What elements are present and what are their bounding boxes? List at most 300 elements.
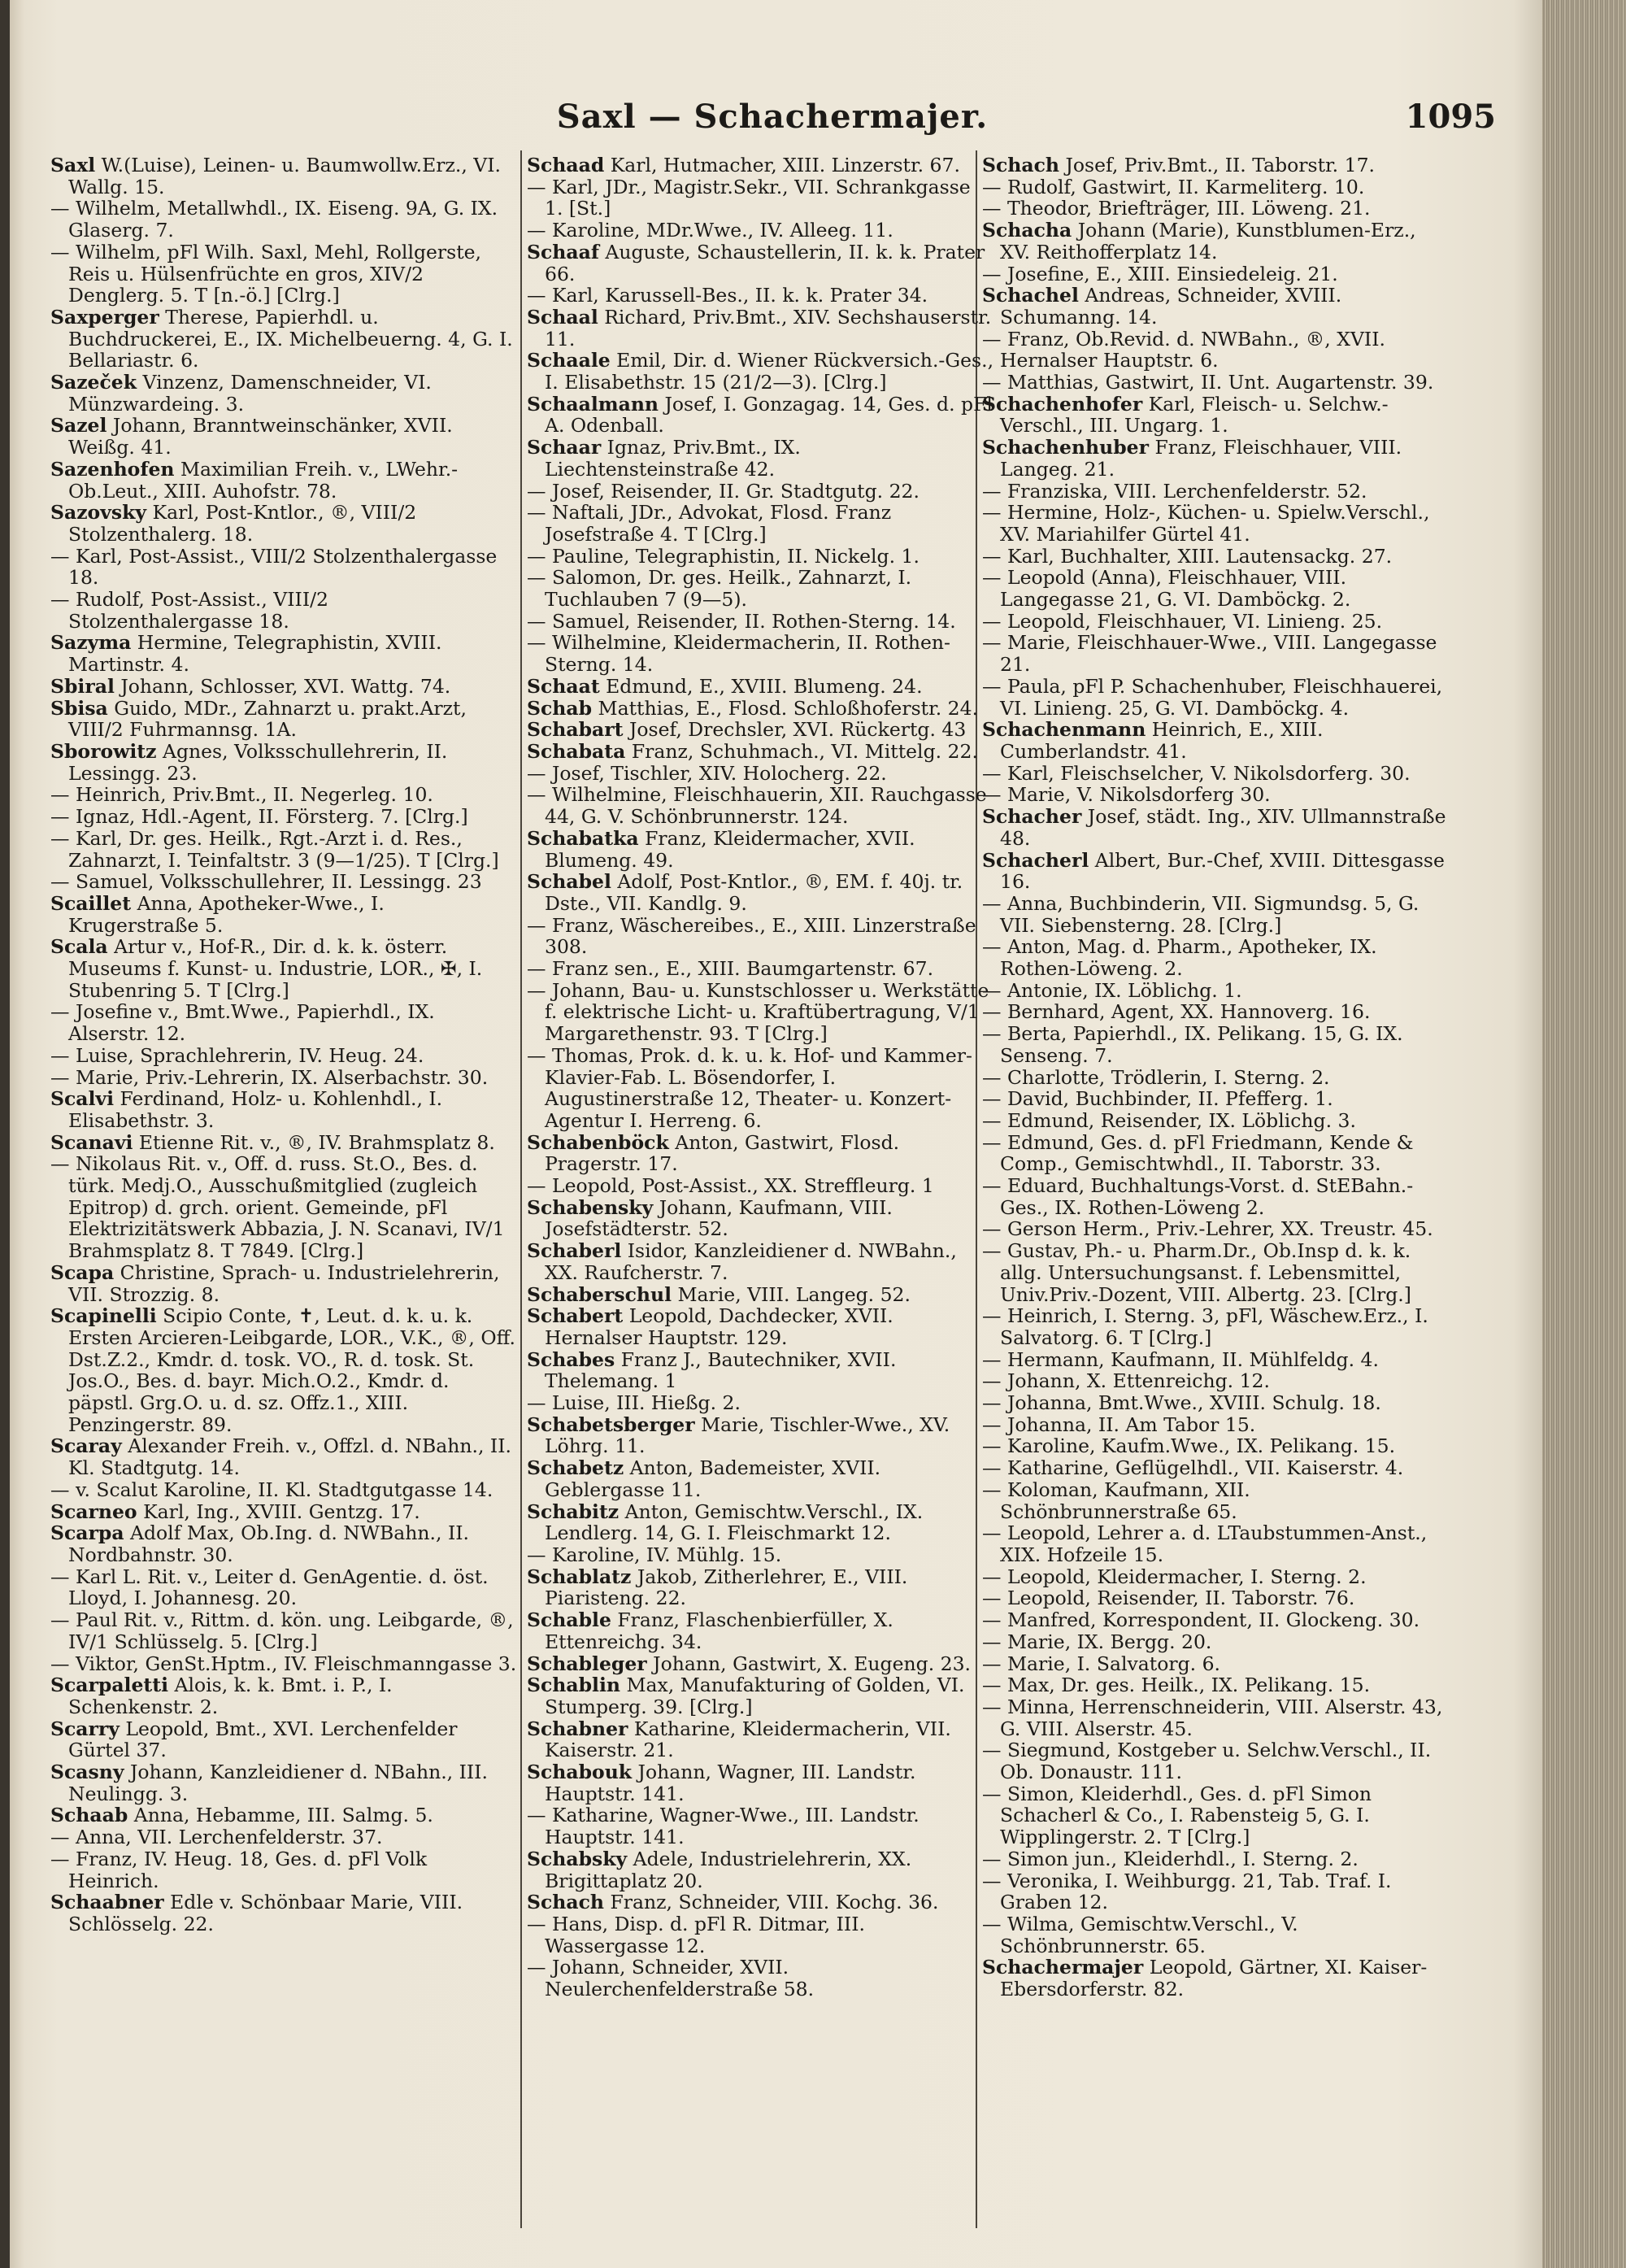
entry-text: Franz, Flaschenbierfüller, X. Ettenreichg. 34. [545,1608,893,1653]
directory-entry [527,1457,994,1500]
directory-entry [50,589,518,632]
directory-entry [527,155,994,176]
directory-entry [527,763,994,785]
entry-surname: Scasny [50,1761,124,1784]
entry-text: Hermine, Telegraphistin, XVIII. Martinstr. 4. [68,631,442,677]
entry-text: — David, Buchbinder, II. Pfefferg. 1. [982,1087,1333,1111]
entry-text: — Leopold (Anna), Fleischhauer, VIII. Langegasse 21, G. VI. Damböckg. 2. [982,566,1351,612]
directory-entry [982,1587,1450,1609]
entry-text: Karl, Ing., XVIII. Gentzg. 17. [137,1500,420,1523]
directory-entry [527,980,994,1045]
entry-text: Johann, Branntweinschänker, XVII. Weißg. 41. [68,414,453,459]
entry-text: — Josefine, E., XIII. Einsiedeleig. 21. [982,262,1338,285]
directory-entry [50,1609,518,1652]
entry-text: — Josefine v., Bmt.Wwe., Papierhdl., IX. Alserstr. 12. [50,1000,435,1046]
entry-text: — Karl, Dr. ges. Heilk., Rgt.-Arzt i. d. Res., Zahnarzt, I. Teinfaltstr. 3 (9—1/25). T [Clrg.] [50,826,499,872]
entry-text: — Charlotte, Trödlerin, I. Sterng. 2. [982,1065,1330,1089]
directory-entry [982,263,1450,285]
entry-surname: Saxl [50,154,96,176]
entry-surname: Schaberl [527,1239,622,1263]
entry-text: — Minna, Herrenschneiderin, VIII. Alserstr. 43, G. VIII. Alserstr. 45. [982,1695,1443,1740]
entry-text: — Karl, Post-Assist., VIII/2 Stolzenthalergasse 18. [50,544,498,590]
directory-entry [527,1175,994,1197]
entry-surname: Scaillet [50,891,132,915]
entry-surname: Schabetz [527,1456,624,1480]
entry-text: — Theodor, Briefträger, III. Löweng. 21. [982,197,1371,220]
directory-entry [982,632,1450,675]
entry-text: Alois, k. k. Bmt. i. P., I. Schenkenstr. 2. [68,1674,393,1718]
entry-surname: Schablatz [527,1565,632,1588]
directory-entry [50,546,518,589]
directory-entry [50,893,518,936]
entry-text: — Luise, Sprachlehrerin, IV. Heug. 24. [50,1043,424,1067]
directory-entry [50,155,518,198]
directory-entry [982,1631,1450,1653]
directory-entry [50,741,518,784]
entry-surname: Schable [527,1608,611,1632]
entry-text: — Katharine, Wagner-Wwe., III. Landstr. Hauptstr. 141. [527,1804,920,1849]
directory-entry [982,1001,1450,1023]
directory-entry [50,1522,518,1565]
directory-entry [527,741,994,763]
entry-text: — Eduard, Buchhaltungs-Vorst. d. StEBahn.-Ges., IX. Rothen-Löweng 2. [982,1174,1414,1219]
entry-text: — Samuel, Volksschullehrer, II. Lessingg. 23 [50,870,482,894]
entry-text: — Antonie, IX. Löblichg. 1. [982,978,1242,1002]
directory-entry [982,198,1450,220]
entry-text: — Leopold, Reisender, II. Taborstr. 76. [982,1587,1355,1610]
entry-text: Jakob, Zitherlehrer, E., VIII. Piaristeng. 22. [545,1565,908,1610]
directory-entry [527,1653,994,1675]
directory-entry [982,1435,1450,1457]
entry-text: — Simon jun., Kleiderhdl., I. Sterng. 2. [982,1847,1359,1870]
entry-text: — Johann, Schneider, XVII. Neulerchenfelderstraße 58. [527,1956,815,2001]
entry-text: Karl, Fleisch- u. Selchw.-Verschl., III. Ungarg. 1. [1000,392,1389,437]
entry-text: — Marie, IX. Bergg. 20. [982,1630,1212,1653]
directory-entry [50,784,518,806]
entry-text: Franz, Schneider, VIII. Kochg. 36. [604,1891,939,1914]
directory-entry [527,1718,994,1761]
entry-surname: Schabitz [527,1500,620,1523]
entry-text: — Wilhelmine, Fleischhauerin, XII. Rauchgasse 44, G. V. Schönbrunnerstr. 124. [527,783,987,829]
directory-entry [982,1175,1450,1218]
directory-entry [527,481,994,503]
entry-text: — Marie, Priv.-Lehrerin, IX. Alserbachstr. 30. [50,1065,489,1089]
directory-entry [50,1045,518,1067]
entry-text: Johann, Gastwirt, X. Eugeng. 23. [646,1652,972,1675]
entry-text: — Marie, V. Nikolsdorferg 30. [982,783,1271,807]
directory-entry [527,1284,994,1306]
entry-text: — v. Scalut Karoline, II. Kl. Stadtgutgasse 14. [50,1478,493,1501]
entry-text: — Katharine, Geflügelhdl., VII. Kaiserstr. 4. [982,1456,1404,1480]
entry-text: — Marie, I. Salvatorg. 6. [982,1652,1221,1675]
directory-entry [527,437,994,480]
directory-entry [982,176,1450,198]
entry-text: — Karoline, MDr.Wwe., IV. Alleeg. 11. [527,219,893,242]
running-title: Saxl — Schachermajer. [556,98,989,136]
entry-surname: Schabner [527,1717,628,1740]
entry-surname: Schabetsberger [527,1413,695,1436]
entry-surname: Schaalmann [527,392,659,416]
directory-entry [527,1957,994,2000]
directory-entry [982,1132,1450,1175]
entry-text: Adolf, Post-Kntlor., ®, EM. f. 40j. tr. Dste., VII. Kandlg. 9. [545,870,963,915]
directory-entry [50,459,518,502]
entry-text: Artur v., Hof-R., Dir. d. k. k. österr. Museums f. Kunst- u. Industrie, LOR., ✠, I. Stubenring 5. T [Clrg.] [68,935,483,1002]
page-edges [1542,0,1626,2268]
directory-entry [982,1957,1450,2000]
entry-surname: Schachenhuber [982,436,1149,459]
entry-surname: Sbiral [50,674,115,698]
directory-entry [527,567,994,610]
directory-entry [527,176,994,220]
entry-surname: Scarneo [50,1500,137,1523]
entry-surname: Schaale [527,349,611,372]
entry-surname: Schaaf [527,240,599,263]
entry-text: — Franziska, VIII. Lerchenfelderstr. 52. [982,479,1367,503]
directory-entry [527,546,994,568]
directory-entry [527,1414,994,1457]
entry-text: — Luise, III. Hießg. 2. [527,1391,741,1415]
directory-entry [527,307,994,350]
directory-entry [527,1305,994,1348]
entry-text: — Matthias, Gastwirt, II. Unt. Augartenstr. 39. [982,371,1434,394]
entry-text: Alexander Freih. v., Offzl. d. NBahn., II. Kl. Stadtgutg. 14. [68,1434,511,1480]
directory-column-1 [50,155,518,1935]
entry-surname: Schabouk [527,1761,633,1784]
directory-entry [50,1153,518,1262]
directory-entry [527,784,994,827]
directory-entry [982,719,1450,762]
entry-surname: Scanavi [50,1130,133,1154]
entry-text: Edmund, E., XVIII. Blumeng. 24. [599,674,923,698]
entry-text: — Karoline, Kaufm.Wwe., IX. Pelikang. 15. [982,1434,1396,1458]
directory-entry [527,958,994,980]
entry-text: — Koloman, Kaufmann, XII. Schönbrunnerstraße 65. [982,1478,1250,1523]
directory-entry [982,784,1450,806]
directory-entry [982,1522,1450,1565]
entry-surname: Sazyma [50,631,132,655]
entry-text: Josef, städt. Ing., XIV. Ullmannstraße 48. [1000,805,1446,850]
directory-entry [50,806,518,828]
entry-text: Franz, Kleidermacher, XVII. Blumeng. 49. [545,826,915,872]
directory-entry [982,1392,1450,1414]
entry-surname: Schach [527,1891,604,1914]
directory-entry [527,676,994,698]
page-number: 1095 [1405,98,1496,136]
directory-entry [50,242,518,307]
entry-surname: Scala [50,935,108,959]
entry-surname: Schabel [527,870,611,894]
entry-text: Isidor, Kanzleidiener d. NWBahn., XX. Raufcherstr. 7. [545,1239,957,1284]
directory-entry [50,1305,518,1435]
column-rule [520,150,522,2228]
entry-text: — Simon, Kleiderhdl., Ges. d. pFl Simon Schacherl & Co., I. Rabensteig 5, G. I. Wipplingerstr. 2. T [Clrg.] [982,1782,1372,1849]
entry-text: Max, Manufakturing of Golden, VI. Stumperg. 39. [Clrg.] [545,1674,965,1718]
entry-text: Anton, Bademeister, XVII. Geblergasse 11. [545,1456,881,1501]
entry-text: — Leopold, Lehrer a. d. LTaubstummen-Anst., XIX. Hofzeile 15. [982,1521,1428,1566]
entry-surname: Schabes [527,1347,615,1371]
entry-text: Leopold, Dachdecker, XVII. Hernalser Hauptstr. 129. [545,1304,893,1349]
entry-text: — Johanna, Bmt.Wwe., XVIII. Schulg. 18. [982,1391,1381,1415]
directory-entry [982,1479,1450,1522]
entry-text: Christine, Sprach- u. Industrielehrerin, VII. Strozzig. 8. [68,1260,500,1306]
directory-entry [527,1197,994,1240]
entry-text: — Paula, pFl P. Schachenhuber, Fleischhauerei, VI. Linieng. 25, G. VI. Damböckg. 4. [982,674,1443,720]
directory-entry [982,850,1450,893]
entry-surname: Schachel [982,284,1079,307]
directory-entry [982,1414,1450,1436]
directory-entry [50,676,518,698]
entry-text: — Berta, Papierhdl., IX. Pelikang. 15, G. IX. Senseng. 7. [982,1022,1403,1067]
directory-entry [982,1349,1450,1371]
entry-text: — Josef, Tischler, XIV. Holocherg. 22. [527,761,887,785]
entry-text: Adolf Max, Ob.Ing. d. NWBahn., II. Nordbahnstr. 30. [68,1521,470,1566]
entry-text: Franz, Schuhmach., VI. Mittelg. 22. [625,739,978,763]
directory-entry [982,676,1450,719]
entry-text: Albert, Bur.-Chef, XVIII. Dittesgasse 16. [1000,848,1445,894]
directory-entry [982,893,1450,936]
entry-text: — Thomas, Prok. d. k. u. k. Hof- und Kammer-Klavier-Fab. L. Bösendorfer, I. Augustinerstraße 12, Theater- u. Konzert-Agentur I. Herreng. 6. [527,1043,972,1132]
directory-entry [527,1674,994,1717]
entry-surname: Scalvi [50,1087,115,1111]
directory-entry [50,1132,518,1154]
directory-entry [982,546,1450,568]
directory-entry [982,1848,1450,1870]
entry-surname: Schabert [527,1304,624,1328]
directory-entry [50,1653,518,1675]
directory-entry [982,1739,1450,1783]
entry-surname: Schab [527,696,593,720]
directory-entry [50,1262,518,1305]
entry-surname: Scarpa [50,1521,124,1545]
directory-entry [50,1848,518,1891]
directory-entry [982,372,1450,394]
entry-text: Josef, Drechsler, XVI. Rückertg. 43 [623,718,967,742]
directory-entry [982,1653,1450,1675]
entry-text: — Salomon, Dr. ges. Heilk., Zahnarzt, I. Tuchlauben 7 (9—5). [527,566,912,612]
entry-surname: Schabsky [527,1847,628,1870]
entry-surname: Schacha [982,219,1072,242]
entry-text: — Johann, X. Ettenreichg. 12. [982,1369,1270,1393]
entry-text: — Ignaz, Hdl.-Agent, II. Försterg. 7. [Clrg.] [50,805,468,829]
directory-entry [50,1088,518,1131]
entry-text: — Heinrich, I. Sterng. 3, pFl, Wäschew.Erz., I. Salvatorg. 6. T [Clrg.] [982,1304,1428,1349]
directory-entry [982,1088,1450,1110]
entry-surname: Sazenhofen [50,457,175,481]
entry-surname: Sazovsky [50,501,147,525]
entry-text: — Wilhelm, pFl Wilh. Saxl, Mehl, Rollgerste, Reis u. Hülsenfrüchte en gros, XIV/2 Denglerg. 5. T [n.-ö.] [Clrg.] [50,240,482,307]
entry-text: Adele, Industrielehrerin, XX. Brigittaplatz 20. [545,1847,912,1892]
directory-entry [527,1045,994,1132]
entry-text: — Anton, Mag. d. Pharm., Apotheker, IX. Rothen-Löweng. 2. [982,935,1377,981]
entry-text: — Pauline, Telegraphistin, II. Nickelg. 1. [527,544,920,568]
entry-text: — Karoline, IV. Mühlg. 15. [527,1543,782,1566]
directory-entry [982,285,1450,328]
directory-entry [982,611,1450,633]
directory-entry [982,220,1450,263]
entry-text: Scipio Conte, ✝, Leut. d. k. u. k. Ersten Arcieren-Leibgarde, LOR., V.K., ®, Off. Dst.Z.2., Kmdr. d. tosk. VO., R. d. tosk. St. Jos.O., Bes. d. bayr. Mich.O.2., Kmdr. d. päpstl. Grg.O. u. d. sz. Offz.1., XIII. Penzingerstr. 89. [68,1304,515,1436]
directory-entry [982,1067,1450,1089]
entry-text: Guido, MDr., Zahnarzt u. prakt.Arzt, VIII/2 Fuhrmannsg. 1A. [68,696,467,742]
entry-text: Anton, Gemischtw.Verschl., IX. Lendlerg. 14, G. I. Fleischmarkt 12. [545,1500,924,1545]
entry-text: — Wilma, Gemischtw.Verschl., V. Schönbrunnerstr. 65. [982,1912,1298,1957]
directory-entry [50,1001,518,1044]
entry-text: — Franz sen., E., XIII. Baumgartenstr. 67. [527,957,934,981]
entry-text: Maximilian Freih. v., LWehr.-Ob.Leut., XIII. Auhofstr. 78. [68,457,459,503]
entry-text: Johann (Marie), Kunstblumen-Erz., XV. Reithofferplatz 14. [1000,219,1416,263]
entry-text: Andreas, Schneider, XVIII. Schumanng. 14. [1000,284,1342,329]
directory-entry [527,1392,994,1414]
directory-entry [982,481,1450,503]
entry-text: — Wilhelm, Metallwhdl., IX. Eiseng. 9A, G. IX. Glaserg. 7. [50,197,498,242]
entry-text: — Edmund, Reisender, IX. Löblichg. 3. [982,1108,1356,1132]
entry-text: Katharine, Kleidermacherin, VII. Kaiserstr. 21. [545,1717,951,1762]
entry-text: Matthias, E., Flosd. Schloßhoferstr. 24. [592,696,979,720]
directory-entry [527,394,994,437]
directory-entry [50,1674,518,1717]
directory-entry [982,1110,1450,1132]
entry-text: — Rudolf, Gastwirt, II. Karmeliterg. 10. [982,175,1365,198]
entry-text: — Franz, Ob.Revid. d. NWBahn., ®, XVII. Hernalser Hauptstr. 6. [982,327,1385,372]
directory-entry [50,372,518,415]
entry-text: Marie, Tischler-Wwe., XV. Löhrg. 11. [545,1413,950,1458]
entry-text: — Heinrich, Priv.Bmt., II. Negerleg. 10. [50,783,433,807]
entry-text: — Karl, JDr., Magistr.Sekr., VII. Schrankgasse 1. [St.] [527,175,971,220]
directory-entry [527,220,994,242]
directory-entry [50,936,518,1001]
directory-entry [527,502,994,545]
directory-entry [982,1023,1450,1066]
entry-surname: Schabensky [527,1195,654,1219]
directory-entry [527,1804,994,1848]
entry-surname: Schabata [527,739,626,763]
entry-text: Johann, Wagner, III. Landstr. Hauptstr. 141. [545,1761,916,1805]
directory-entry [50,632,518,675]
entry-surname: Scarpaletti [50,1674,169,1697]
entry-text: Johann, Kaufmann, VIII. Josefstädterstr. 52. [545,1195,893,1241]
entry-text: — Manfred, Korrespondent, II. Glockeng. 30. [982,1608,1420,1632]
directory-entry [527,1544,994,1566]
directory-entry [527,828,994,871]
entry-text: Leopold, Bmt., XVI. Lerchenfelder Gürtel 37. [68,1717,458,1762]
entry-surname: Sazel [50,414,107,437]
entry-surname: Schachenhofer [982,392,1143,416]
entry-text: Marie, VIII. Langeg. 52. [672,1282,911,1306]
entry-text: — Leopold, Fleischhauer, VI. Linieng. 25. [982,609,1383,633]
entry-surname: Schaal [527,305,598,329]
entry-text: — Viktor, GenSt.Hptm., IV. Fleischmanngasse 3. [50,1652,517,1675]
entry-surname: Schaad [527,154,605,176]
directory-entry [982,763,1450,785]
directory-entry [982,155,1450,176]
directory-entry [50,1435,518,1478]
entry-text: Richard, Priv.Bmt., XIV. Sechshauserstr. 11. [545,305,992,350]
directory-entry [982,1870,1450,1913]
entry-text: — Wilhelmine, Kleidermacherin, II. Rothen-Sterng. 14. [527,631,950,677]
directory-entry [50,198,518,241]
entry-text: Vinzenz, Damenschneider, VI. Münzwardeing. 3. [68,371,432,416]
entry-text: Anton, Gastwirt, Flosd. Pragerstr. 17. [545,1130,900,1176]
entry-text: — Hermine, Holz-, Küchen- u. Spielw.Verschl., XV. Mariahilfer Gürtel 41. [982,501,1430,546]
directory-entry [50,1479,518,1501]
directory-entry [527,1566,994,1609]
entry-surname: Scapa [50,1260,115,1284]
directory-entry [982,980,1450,1002]
directory-entry [982,1218,1450,1240]
directory-entry [527,1132,994,1175]
directory-entry [50,871,518,893]
directory-entry [982,1370,1450,1392]
directory-entry [527,1240,994,1283]
entry-surname: Saxperger [50,305,159,329]
entry-text: — Johann, Bau- u. Kunstschlosser u. Werkstätte f. elektrische Licht- u. Kraftübertragung, V/1 Margarethenstr. 93. T [Clrg.] [527,978,989,1046]
entry-surname: Scapinelli [50,1304,157,1328]
directory-entry [527,719,994,741]
directory-entry [982,394,1450,437]
entry-text: — Josef, Reisender, II. Gr. Stadtgutg. 22. [527,479,920,503]
entry-text: Karl, Hutmacher, XIII. Linzerstr. 67. [604,154,960,176]
page-header [49,98,1496,155]
entry-surname: Schabatka [527,826,639,850]
entry-text: — Leopold, Kleidermacher, I. Sterng. 2. [982,1565,1367,1588]
entry-text: — Rudolf, Post-Assist., VIII/2 Stolzenthalergasse 18. [50,588,328,633]
directory-entry [982,1783,1450,1848]
entry-text: Josef, Priv.Bmt., II. Taborstr. 17. [1059,154,1375,176]
directory-entry [982,1674,1450,1696]
entry-surname: Scaray [50,1434,122,1458]
directory-entry [50,1826,518,1848]
entry-text: — Leopold, Post-Assist., XX. Streffleurg. 1 [527,1174,934,1198]
directory-entry [50,828,518,871]
directory-entry [50,698,518,741]
entry-text: Auguste, Schaustellerin, II. k. k. Prater 66. [545,240,985,285]
directory-entry [527,1349,994,1392]
directory-entry [527,611,994,633]
entry-surname: Schabenböck [527,1130,669,1154]
entry-text: — Hermann, Kaufmann, II. Mühlfeldg. 4. [982,1347,1379,1371]
directory-entry [982,329,1450,372]
entry-text: Johann, Kanzleidiener d. NBahn., III. Neulingg. 3. [68,1761,488,1805]
entry-surname: Schach [982,154,1059,176]
directory-entry [50,1804,518,1826]
entry-text: Ignaz, Priv.Bmt., IX. Liechtensteinstraße 42. [545,436,801,481]
directory-entry [527,915,994,958]
entry-text: Anna, Hebamme, III. Salmg. 5. [128,1804,433,1827]
entry-text: Emil, Dir. d. Wiener Rückversich.-Ges., I. Elisabethstr. 15 (21/2—3). [Clrg.] [545,349,994,394]
entry-text: — Johanna, II. Am Tabor 15. [982,1413,1256,1436]
directory-entry [527,1501,994,1544]
entry-text: — Hans, Disp. d. pFl R. Ditmar, III. Wassergasse 12. [527,1912,865,1957]
entry-text: W.(Luise), Leinen- u. Baumwollw.Erz., VI. Wallg. 15. [68,154,502,198]
entry-text: — Marie, Fleischhauer-Wwe., VIII. Langegasse 21. [982,631,1437,677]
book-spine [0,0,10,2268]
directory-entry [982,1457,1450,1479]
entry-surname: Sbisa [50,696,108,720]
entry-surname: Schaab [50,1804,128,1827]
entry-text: — Karl, Buchhalter, XIII. Lautensackg. 27. [982,544,1393,568]
directory-entry [50,1761,518,1804]
entry-text: — Anna, Buchbinderin, VII. Sigmundsg. 5, G. VII. Siebensterng. 28. [Clrg.] [982,891,1419,937]
directory-entry [50,307,518,372]
entry-text: — Karl, Fleischselcher, V. Nikolsdorferg. 30. [982,761,1411,785]
entry-surname: Schachermajer [982,1956,1144,1979]
entry-text: — Bernhard, Agent, XX. Hannoverg. 16. [982,1000,1371,1024]
directory-column-2 [527,155,994,2000]
entry-surname: Schablin [527,1674,620,1697]
entry-surname: Schachenmann [982,718,1146,742]
directory-entry [527,632,994,675]
entry-surname: Schacher [982,805,1082,829]
